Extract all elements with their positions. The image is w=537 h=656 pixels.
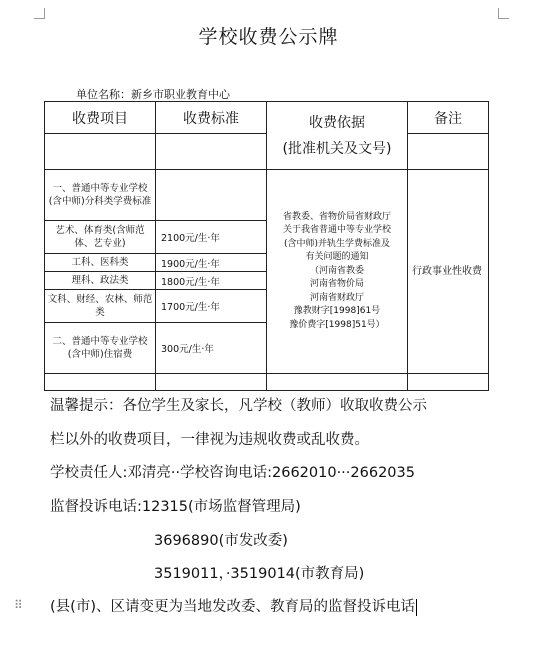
row-standard-arts-sports[interactable]: 2100元/生·年: [156, 221, 267, 254]
empty-cell[interactable]: [45, 374, 156, 391]
row-standard-liberal-arts[interactable]: 1700元/生·年: [156, 290, 267, 323]
header-basis[interactable]: [267, 102, 408, 170]
header-basis-main: 收费依据: [309, 114, 365, 131]
note-cell[interactable]: 行政事业性收费: [408, 170, 489, 374]
basis-line: 有关问题的通知: [305, 252, 369, 263]
fee-table: [44, 101, 489, 391]
basis-line: 关于我省普通中等专业学校: [282, 225, 391, 236]
basis-cell[interactable]: [267, 170, 408, 374]
complaint-number-education[interactable]: 3519011，·3519014(市教育局): [154, 566, 365, 582]
basis-line: 河南省财政厅: [309, 292, 364, 303]
header-standard[interactable]: 收费标准: [156, 102, 267, 134]
basis-line: 豫教财字[1998]61号: [293, 306, 381, 317]
row-item-arts-sports[interactable]: 艺术、体育类(含师范体、艺专业): [45, 221, 156, 254]
row-standard-accommodation[interactable]: 300元/生·年: [156, 323, 267, 374]
notice-line-2[interactable]: 栏以外的收费项目，一律视为违规收费或乱收费。: [50, 432, 369, 448]
header-basis-sub: (批准机关及文号): [282, 140, 392, 157]
basis-line: 河南省物价局: [309, 279, 364, 290]
empty-cell[interactable]: [156, 374, 267, 391]
row-standard-science-law[interactable]: 1800元/生·年: [156, 272, 267, 290]
empty-cell[interactable]: [267, 374, 408, 391]
page-corner-mark-right: [498, 8, 509, 19]
row-item-general-tuition[interactable]: 一、普通中等专业学校(含中师)分科类学费标准: [45, 170, 156, 221]
empty-cell[interactable]: [408, 374, 489, 391]
empty-cell[interactable]: [45, 134, 156, 170]
county-note-line[interactable]: [50, 597, 417, 617]
table-row: [45, 170, 489, 221]
text-cursor: [416, 599, 417, 616]
basis-line: (含中师)并轨生学费标准及: [283, 238, 391, 249]
header-item[interactable]: 收费项目: [45, 102, 156, 134]
row-standard-engineering-medical[interactable]: 1900元/生·年: [156, 254, 267, 272]
county-note-text: (县(市)、区请变更为当地发改委、教育局的监督投诉电话: [50, 599, 415, 615]
basis-line: （河南省教委: [309, 265, 364, 276]
table-row: [45, 374, 489, 391]
drag-handle-icon[interactable]: ⠿: [14, 598, 22, 612]
row-item-accommodation[interactable]: 二、普通中等专业学校(含中师)住宿费: [45, 323, 156, 374]
row-item-engineering-medical[interactable]: 工科、医科类: [45, 254, 156, 272]
table-header-row: [45, 102, 489, 134]
row-item-liberal-arts[interactable]: 文科、财经、农林、师范类: [45, 290, 156, 323]
header-note[interactable]: 备注: [408, 102, 489, 134]
page-title[interactable]: 学校收费公示牌: [198, 26, 339, 48]
empty-cell[interactable]: [156, 170, 267, 221]
contact-line[interactable]: 学校责任人:邓清亮··学校咨询电话:2662010···2662035: [50, 465, 415, 481]
empty-cell[interactable]: [156, 134, 267, 170]
basis-line: 省教委、省物价局省财政厅: [282, 211, 391, 222]
complaint-line[interactable]: 监督投诉电话:12315(市场监督管理局): [50, 499, 301, 515]
row-item-science-law[interactable]: 理科、政法类: [45, 272, 156, 290]
basis-line: 豫价费字[1998]51号）: [289, 319, 385, 330]
complaint-number-ndrc[interactable]: 3696890(市发改委): [154, 533, 288, 549]
notice-line-1[interactable]: 温馨提示：各位学生及家长，凡学校（教师）收取收费公示: [50, 398, 427, 414]
empty-cell[interactable]: [408, 134, 489, 170]
page-corner-mark-left: [34, 8, 45, 19]
unit-name[interactable]: 单位名称：新乡市职业教育中心: [76, 88, 230, 101]
